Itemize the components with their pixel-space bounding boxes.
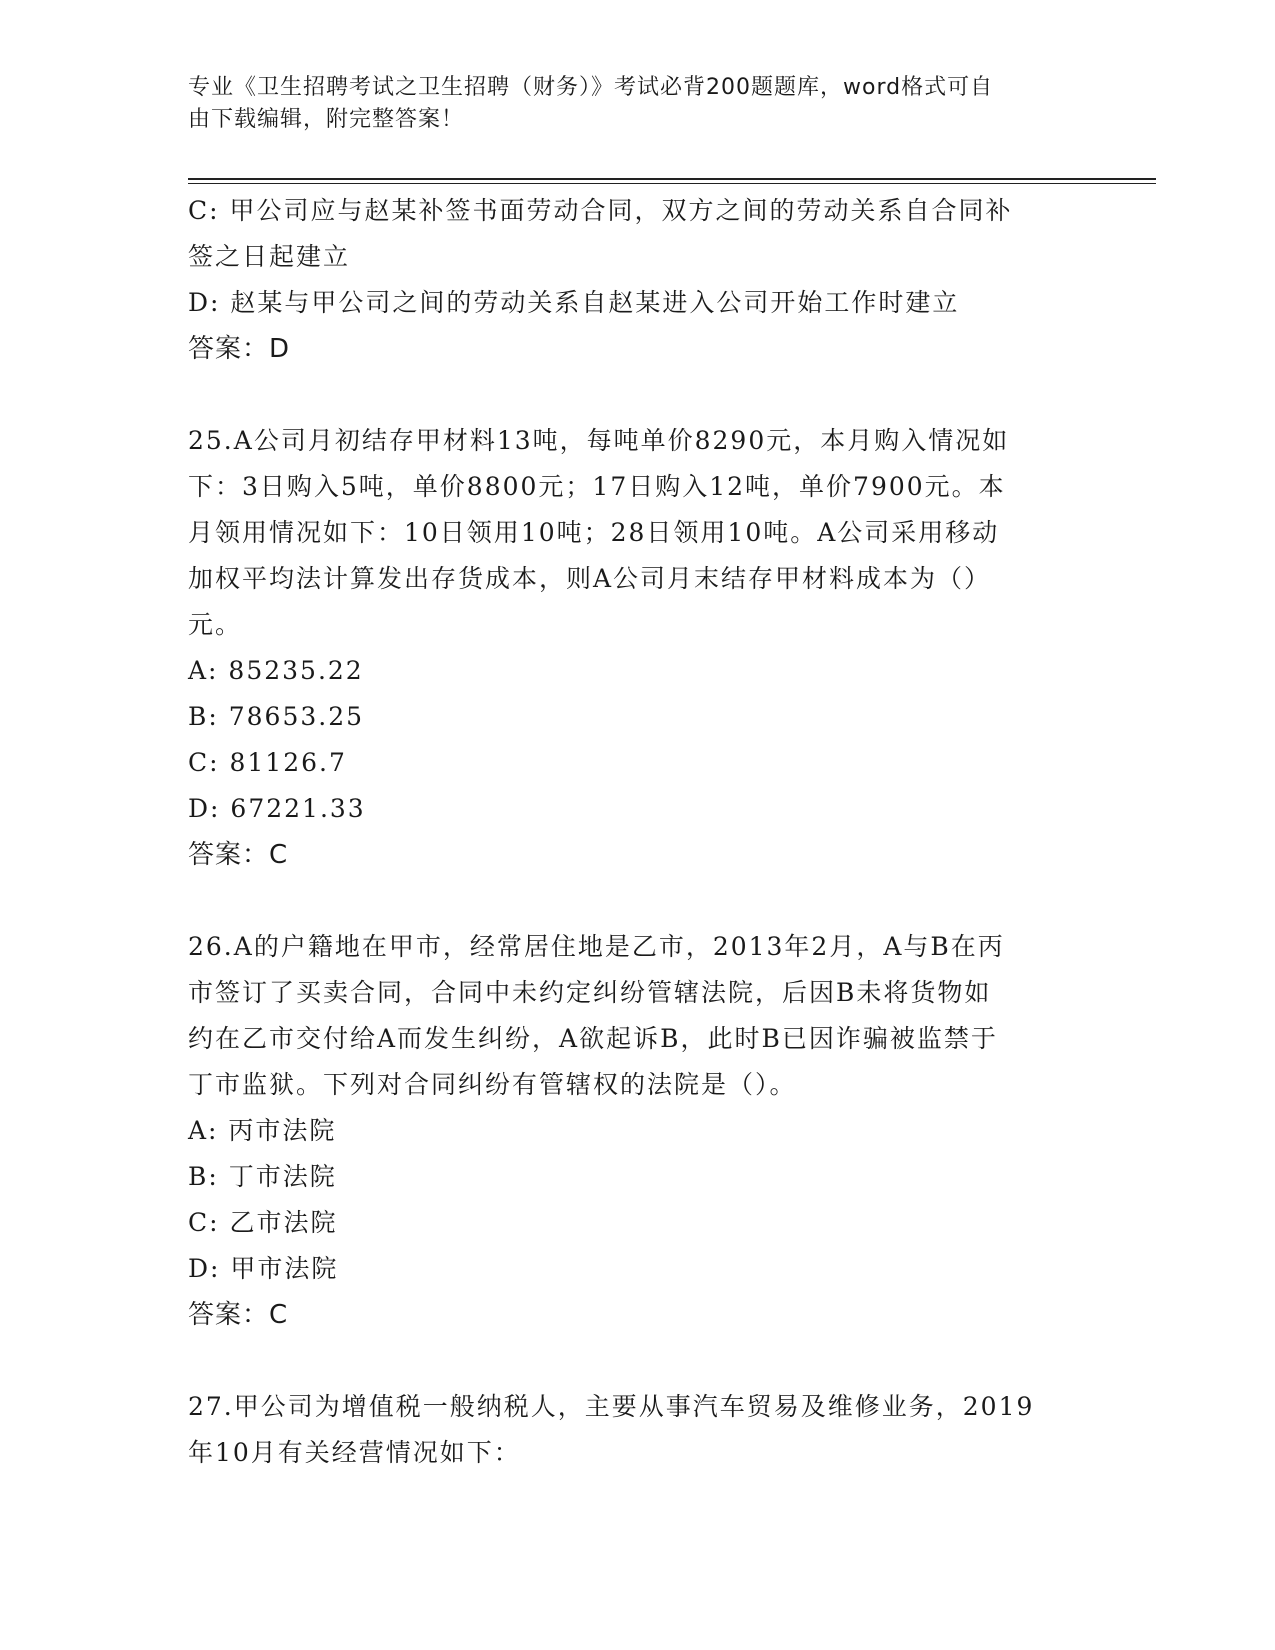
q26-option-c: C: 乙市法院 [188, 1208, 338, 1237]
q26-stem-line-4: 丁市监狱。下列对合同纠纷有管辖权的法院是（）。 [188, 1070, 797, 1099]
question-27 [188, 1384, 1088, 1476]
question-25 [188, 418, 1088, 878]
spacer [188, 1338, 1088, 1384]
header-line-1: 专业《卫生招聘考试之卫生招聘（财务）》考试必背200题题库，word格式可自 [188, 75, 994, 100]
q27-stem-line-1: 27.甲公司为增值税一般纳税人，主要从事汽车贸易及维修业务，2019 [188, 1392, 1035, 1421]
header-divider-thin [188, 183, 1156, 184]
q24-answer: 答案：D [188, 334, 291, 364]
q26-option-d: D: 甲市法院 [188, 1254, 339, 1283]
q25-stem-line-1: 25.A公司月初结存甲材料13吨，每吨单价8290元，本月购入情况如 [188, 426, 1010, 455]
q25-option-b: B: 78653.25 [188, 702, 365, 731]
q25-stem-line-5: 元。 [188, 610, 243, 639]
q24-option-c-line-1: C: 甲公司应与赵某补签书面劳动合同，双方之间的劳动关系自合同补 [188, 196, 1013, 225]
q24-option-c-line-2: 签之日起建立 [188, 242, 351, 271]
spacer [188, 878, 1088, 924]
page-header [188, 72, 1068, 136]
spacer [188, 372, 1088, 418]
q26-option-a: A: 丙市法院 [188, 1116, 337, 1145]
q26-stem-line-2: 市签订了买卖合同，合同中未约定纠纷管辖法院，后因B未将货物如 [188, 978, 992, 1007]
q25-option-c: C: 81126.7 [188, 748, 347, 777]
q25-stem-line-2: 下：3日购入5吨，单价8800元；17日购入12吨，单价7900元。本 [188, 472, 1006, 501]
document-body [188, 188, 1088, 1476]
q25-stem-line-3: 月领用情况如下：10日领用10吨；28日领用10吨。A公司采用移动 [188, 518, 1000, 547]
q27-stem-line-2: 年10月有关经营情况如下： [188, 1438, 521, 1467]
q25-answer: 答案：C [188, 840, 289, 870]
q25-option-d: D: 67221.33 [188, 794, 366, 823]
header-line-2: 由下载编辑，附完整答案！ [188, 107, 465, 132]
q24-option-d: D: 赵某与甲公司之间的劳动关系自赵某进入公司开始工作时建立 [188, 288, 960, 317]
q25-option-a: A: 85235.22 [188, 656, 364, 685]
q25-stem-line-4: 加权平均法计算发出存货成本，则A公司月末结存甲材料成本为（） [188, 564, 992, 593]
q26-option-b: B: 丁市法院 [188, 1162, 337, 1191]
q26-stem-line-1: 26.A的户籍地在甲市，经常居住地是乙市，2013年2月，A与B在丙 [188, 932, 1005, 961]
header-divider-thick [188, 178, 1156, 180]
q26-answer: 答案：C [188, 1300, 289, 1330]
question-24-tail [188, 188, 1088, 372]
question-26 [188, 924, 1088, 1338]
q26-stem-line-3: 约在乙市交付给A而发生纠纷，A欲起诉B，此时B已因诈骗被监禁于 [188, 1024, 998, 1053]
